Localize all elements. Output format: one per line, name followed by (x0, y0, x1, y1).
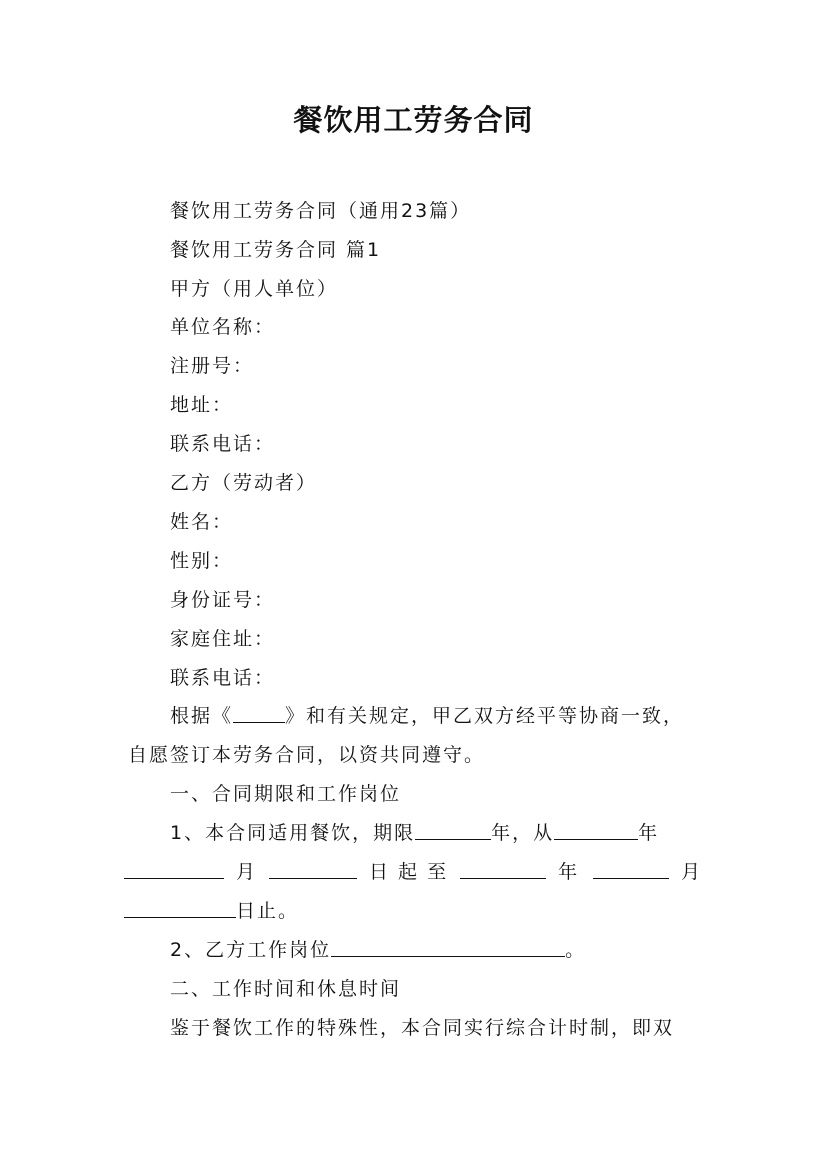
position-blank (331, 938, 565, 957)
position-end: 。 (565, 939, 587, 961)
position-line (170, 935, 770, 965)
start-year-blank (554, 821, 638, 840)
clause-two-heading: 二、工作时间和休息时间 (170, 978, 402, 1000)
start-month-blank (124, 860, 224, 879)
term-year-from: 年，从 (491, 822, 555, 844)
month-label: 月 (236, 861, 258, 883)
party-a-heading: 甲方（用人单位） (170, 278, 339, 300)
start-day-blank (269, 860, 357, 879)
registration-number-field: 注册号： (170, 355, 255, 377)
gender-field: 性别： (170, 550, 234, 572)
law-name-blank (233, 704, 285, 723)
term-years-blank (415, 821, 491, 840)
document-title: 餐饮用工劳务合同 (293, 103, 534, 137)
unit-name-field: 单位名称： (170, 316, 276, 338)
working-hours-paragraph: 鉴于餐饮工作的特殊性，本合同实行综合计时制，即双 (170, 1017, 675, 1039)
basis-text-start: 根据《 (170, 705, 234, 727)
home-address-field: 家庭住址： (170, 628, 276, 650)
party-b-heading: 乙方（劳动者） (170, 472, 318, 494)
term-end-line (124, 896, 724, 926)
end-month-blank (593, 860, 669, 879)
end-day-label: 日止。 (236, 900, 300, 922)
day-to-label: 日 起 至 (369, 861, 449, 883)
basis-text-end: 》和有关规定，甲乙双方经平等协商一致， (285, 705, 685, 727)
party-b-phone-field: 联系电话： (170, 667, 276, 689)
term-dates-line (124, 857, 724, 887)
address-field: 地址： (170, 394, 234, 416)
term-text: 1、本合同适用餐饮，期限 (170, 822, 416, 844)
position-label: 2、乙方工作岗位 (170, 939, 332, 961)
section-heading-line: 餐饮用工劳务合同 篇1 (170, 239, 382, 261)
end-year-label: 年 (558, 861, 580, 883)
clause-one-heading: 一、合同期限和工作岗位 (170, 783, 402, 805)
basis-paragraph-line (170, 701, 730, 731)
subtitle-line: 餐饮用工劳务合同（通用23篇） (170, 200, 472, 222)
party-a-phone-field: 联系电话： (170, 433, 276, 455)
term-line (170, 818, 770, 848)
end-month-label: 月 (681, 861, 703, 883)
basis-paragraph-continuation: 自愿签订本劳务合同，以资共同遵守。 (128, 744, 486, 766)
end-day-blank (124, 899, 236, 918)
name-field: 姓名： (170, 511, 234, 533)
year-label: 年 (638, 822, 660, 844)
id-number-field: 身份证号： (170, 589, 276, 611)
end-year-blank (460, 860, 546, 879)
